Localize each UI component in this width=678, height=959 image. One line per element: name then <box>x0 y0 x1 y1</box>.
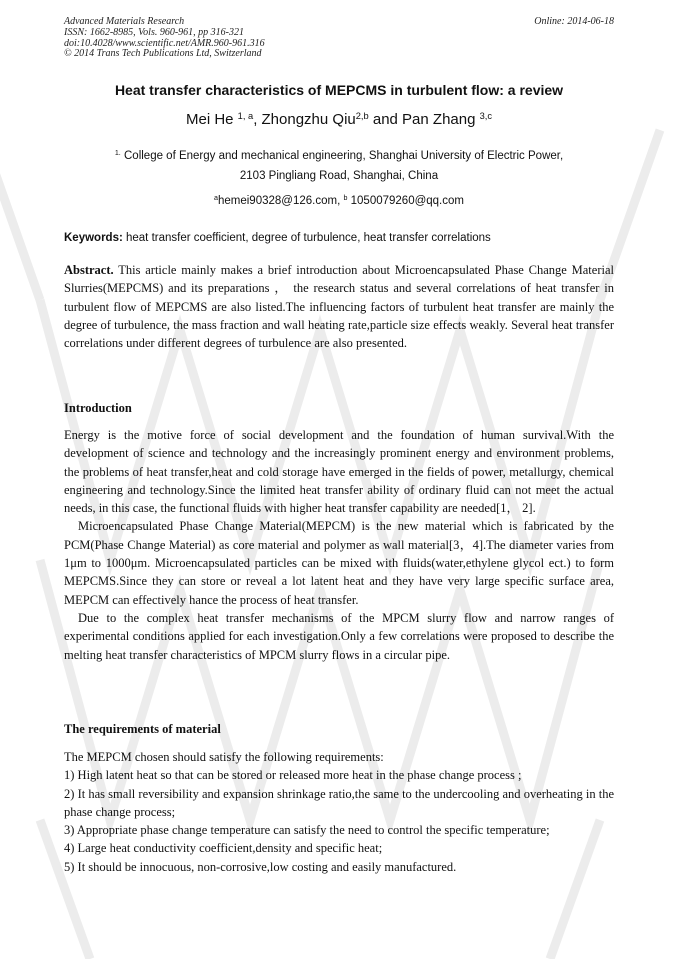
requirement-item-5: 5) It should be innocuous, non-corrosive,low costing and easily manufactured. <box>64 859 457 874</box>
requirements-intro: The MEPCM chosen should satisfy the following requirements: <box>64 750 384 764</box>
requirement-item-2: 2) It has small reversibility and expansion shrinkage ratio,the same to the undercooling and overheating in the phase change process; <box>64 786 614 819</box>
section-heading-introduction: Introduction <box>64 401 132 415</box>
author-1-affil: 1, a <box>237 110 254 121</box>
journal-name: Advanced Materials Research <box>64 16 185 27</box>
affiliation-marker: 1. <box>114 149 121 158</box>
author-3: and Pan Zhang <box>368 111 480 128</box>
email-b-marker: b <box>343 194 348 203</box>
requirement-item-4: 4) Large heat conductivity coefficient,density and specific heat; <box>64 841 383 856</box>
affiliation <box>0 146 678 186</box>
email-b[interactable]: 1050079260@qq.com <box>347 195 464 207</box>
journal-issn: ISSN: 1662-8985, Vols. 960-961, pp 316-321 <box>64 26 244 38</box>
author-2: , Zhongzhu Qiu <box>253 111 356 128</box>
keywords <box>64 232 491 244</box>
keywords-text: heat transfer coefficient, degree of turbulence, heat transfer correlations <box>122 232 491 244</box>
introduction-body <box>64 426 614 664</box>
online-date: Online: 2014-06-18 <box>534 16 614 27</box>
affiliation-line-2: 2103 Pingliang Road, Shanghai, China <box>239 170 439 182</box>
author-emails <box>0 195 678 207</box>
journal-copyright: © 2014 Trans Tech Publications Ltd, Switzerland <box>64 48 262 60</box>
intro-paragraph-1: Energy is the motive force of social development and the foundation of human survival.With the development of science and technology and the increasingly prominent energy and environment problems, the problems of heat transfer,heat and cold storage have emerged in the fields of power, metallurgy, chemical engineering and technology.Since the limited heat transfer ability of ordinary fluid can not meet the actual needs, in this case, the functional fluids with higher heat transfer capability are needed[1， 2]. <box>64 428 614 516</box>
author-2-affil: 2,b <box>355 110 369 121</box>
requirement-item-1: 1) High latent heat so that can be stored or released more heat in the phase change process ; <box>64 768 522 783</box>
email-a[interactable]: hemei90328@126.com, <box>217 195 344 207</box>
abstract <box>64 261 614 352</box>
requirement-item-3: 3) Appropriate phase change temperature can satisfy the need to control the specific temperature; <box>64 823 550 838</box>
paper-title: Heat transfer characteristics of MEPCMS in turbulent flow: a review <box>114 82 564 98</box>
author-3-affil: 3,c <box>479 110 493 121</box>
email-a-marker: a <box>214 194 218 203</box>
journal-doi[interactable]: doi:10.4028/www.scientific.net/AMR.960-961.316 <box>64 37 265 49</box>
keywords-label: Keywords: <box>64 232 123 244</box>
abstract-text: This article mainly makes a brief introduction about Microencapsulated Phase Change Material Slurries(MEPCMS) and its preparations ， the research status and several correlations of heat transfer in turbulent flow of MEPCMS are also listed.The influencing factors of turbulent heat transfer are mainly the degree of turbulence, the mass fraction and wall heating rate,particle size effects weakly. Several heat transfer correlations under different degrees of turbulence are also presented. <box>64 263 614 351</box>
affiliation-line-1: College of Energy and mechanical engineering, Shanghai University of Electric Power, <box>120 150 564 162</box>
author-list <box>0 111 678 128</box>
intro-paragraph-2: Microencapsulated Phase Change Material(MEPCM) is the new material which is fabricated by the PCM(Phase Change Material) as core material and polymer as wall material[3，4].The diameter varies from 1μm to 1000μm. Microencapsulated particles can be mixed with fluids(water,ethylene glycol ect.) to form MEPCMS.Since they can store or reveal a lot latent heat and they have very large specific surface area, MEPCM can effectively hance the process of heat transfer. <box>64 519 614 607</box>
requirements-body <box>64 748 614 876</box>
intro-paragraph-3: Due to the complex heat transfer mechanisms of the MPCM slurry flow and narrow ranges of experimental conditions applied for each investigation.Only a few correlations were proposed to describe the melting heat transfer characteristics of MPCM slurry flows in a circular pipe. <box>64 610 614 662</box>
abstract-label: Abstract. <box>64 263 114 277</box>
journal-citation <box>64 17 265 60</box>
author-1: Mei He <box>185 111 238 128</box>
section-heading-requirements: The requirements of material <box>64 722 221 736</box>
